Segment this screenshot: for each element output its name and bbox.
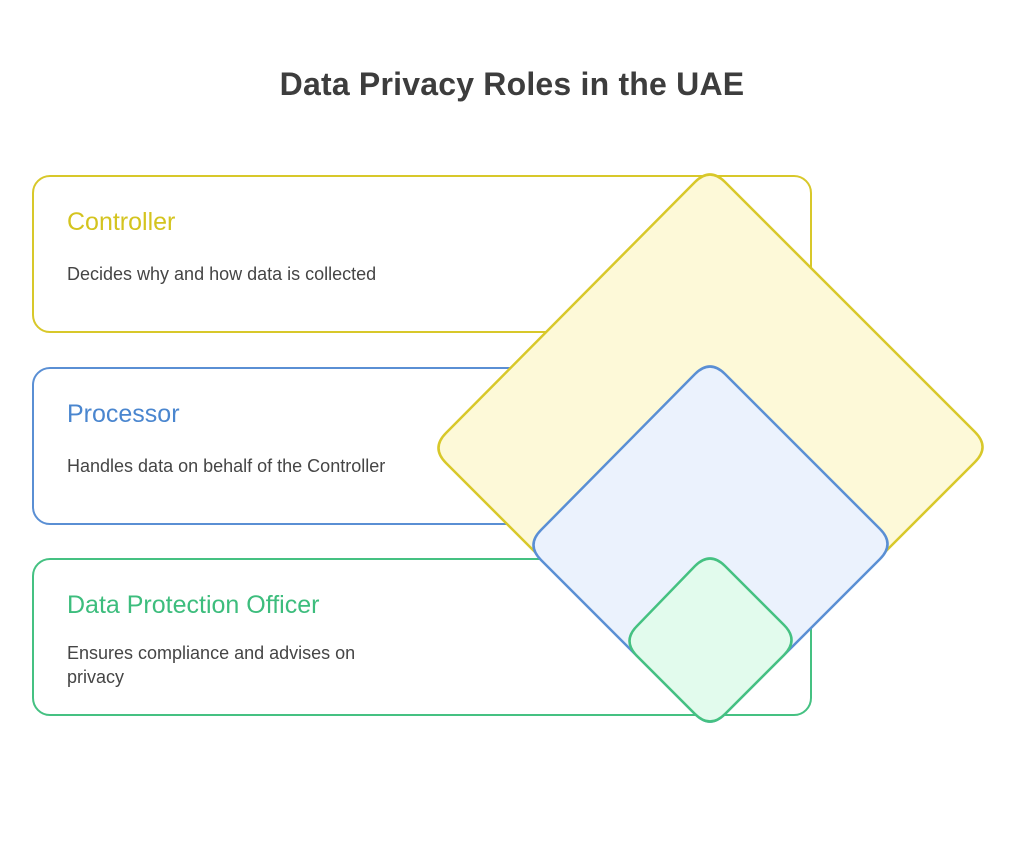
role-description-dpo: Ensures compliance and advises on privacy <box>67 643 356 687</box>
role-title-dpo: Data Protection Officer <box>67 591 320 619</box>
role-description-processor: Handles data on behalf of the Controller <box>67 456 386 476</box>
role-description-controller: Decides why and how data is collected <box>67 264 377 284</box>
role-title-controller: Controller <box>67 208 176 236</box>
role-title-processor: Processor <box>67 400 180 428</box>
diagram-title: Data Privacy Roles in the UAE <box>279 66 745 102</box>
